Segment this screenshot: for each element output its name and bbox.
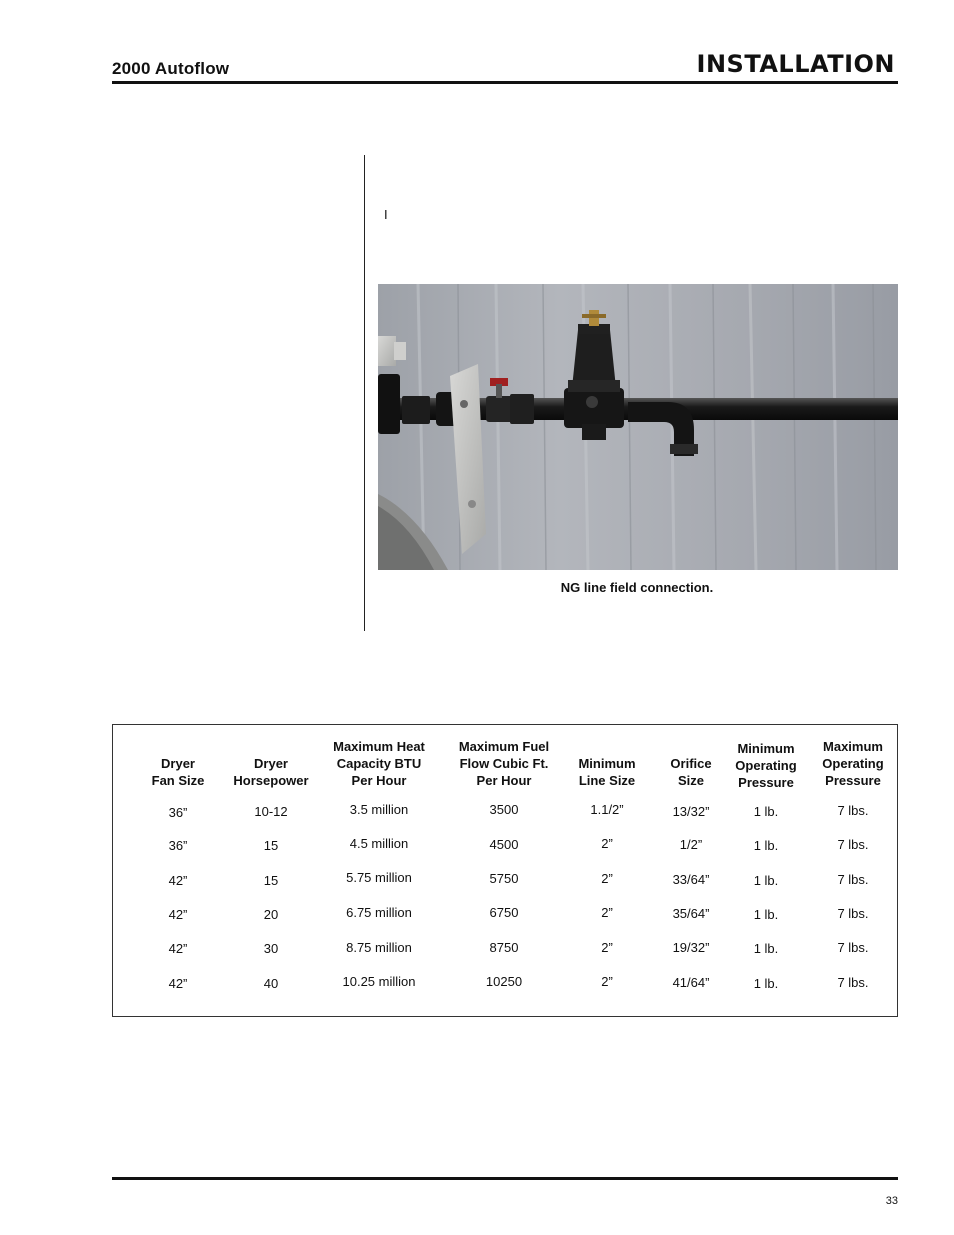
header-orifice-size: Orifice Size [670,756,712,788]
header-min-pressure: Minimum Operating Pressure [735,741,797,790]
table-cell: 40 [263,976,279,991]
table-cell: 20 [263,907,279,922]
header-line-size: Minimum Line Size [578,756,636,788]
gas-line-photo [378,284,898,570]
header-fuel-flow: Maximum Fuel Flow Cubic Ft. Per Hour [458,739,550,788]
table-cell: 2” [601,974,613,989]
table-cell: 4.5 million [349,836,409,851]
table-cell: 2” [601,871,613,886]
table-cell: 1 lb. [753,976,779,991]
table-cell: 1 lb. [753,941,779,956]
header-heat-capacity: Maximum Heat Capacity BTU Per Hour [333,739,425,788]
section-title: INSTALLATION [696,50,895,78]
table-cell: 5750 [489,871,519,886]
header-horsepower: Dryer Horsepower [233,756,309,788]
table-cell: 7 lbs. [837,803,869,818]
table-cell: 42” [168,941,188,956]
table-cell: 1 lb. [753,907,779,922]
footer-rule [112,1177,898,1180]
table-cell: 2” [601,940,613,955]
table-cell: 13/32” [672,804,710,819]
header-rule [112,81,898,84]
table-cell: 42” [168,976,188,991]
stray-text: I [384,207,388,222]
table-cell: 7 lbs. [837,940,869,955]
table-cell: 2” [601,836,613,851]
table-cell: 8750 [489,940,519,955]
table-cell: 41/64” [672,975,710,990]
table-cell: 7 lbs. [837,872,869,887]
table-cell: 10250 [485,974,523,989]
table-cell: 7 lbs. [837,906,869,921]
table-cell: 36” [168,838,188,853]
header-fan-size: Dryer Fan Size [151,756,205,788]
table-cell: 3500 [489,802,519,817]
header-max-pressure: Maximum Operating Pressure [822,739,884,788]
table-cell: 4500 [489,837,519,852]
table-cell: 6.75 million [346,905,412,920]
table-cell: 7 lbs. [837,975,869,990]
table-cell: 3.5 million [349,802,409,817]
gas-specs-table [112,724,898,1017]
document-title: 2000 Autoflow [112,59,230,78]
table-cell: 7 lbs. [837,837,869,852]
table-cell: 2” [601,905,613,920]
table-cell: 36” [168,805,188,820]
table-cell: 8.75 million [346,940,412,955]
table-cell: 10-12 [254,804,288,819]
figure-caption: NG line field connection. [560,580,714,595]
table-cell: 15 [263,838,279,853]
table-cell: 42” [168,907,188,922]
table-cell: 10.25 million [342,974,416,989]
column-divider [364,155,365,631]
table-cell: 5.75 million [346,870,412,885]
table-cell: 19/32” [672,940,710,955]
table-cell: 1.1/2” [590,802,624,817]
table-cell: 42” [168,873,188,888]
table-cell: 1 lb. [753,804,779,819]
page-number: 33 [885,1195,898,1207]
table-cell: 6750 [489,905,519,920]
table-cell: 35/64” [672,906,710,921]
table-cell: 15 [263,873,279,888]
table-cell: 1/2” [679,837,703,852]
table-cell: 33/64” [672,872,710,887]
table-cell: 30 [263,941,279,956]
table-cell: 1 lb. [753,838,779,853]
table-cell: 1 lb. [753,873,779,888]
